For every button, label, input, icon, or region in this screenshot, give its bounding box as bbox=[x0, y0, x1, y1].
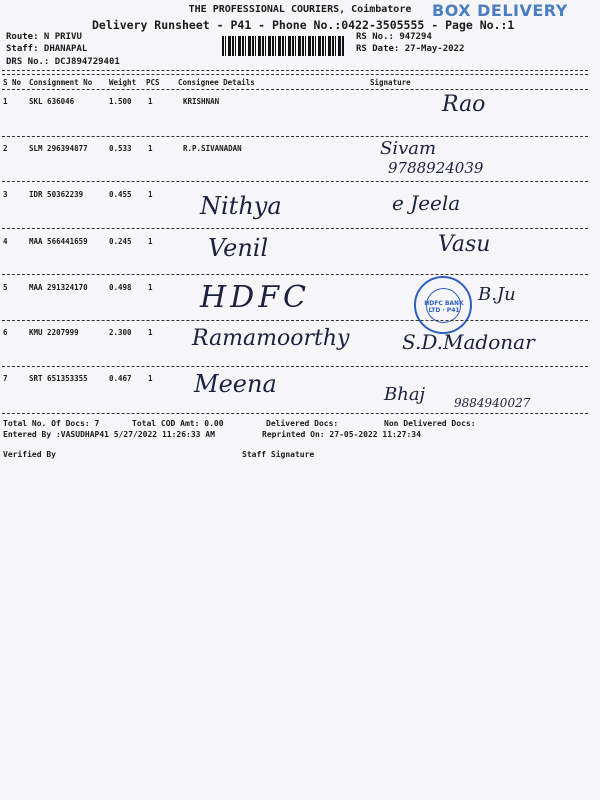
row-signature: B.Ju bbox=[478, 284, 516, 305]
row-pcs: 1 bbox=[148, 144, 153, 153]
divider bbox=[2, 74, 588, 75]
total-docs: Total No. Of Docs: 7 bbox=[3, 419, 100, 428]
verified-by: Verified By bbox=[3, 450, 56, 459]
row-consignment-no: MAA 566441659 bbox=[29, 237, 88, 246]
row-consignment-no: IDR 50362239 bbox=[29, 190, 84, 199]
row-sno: 5 bbox=[3, 283, 8, 292]
row-divider bbox=[2, 320, 588, 321]
barcode bbox=[222, 36, 344, 56]
row-divider bbox=[2, 181, 588, 182]
non-delivered-docs: Non Delivered Docs: bbox=[384, 419, 476, 428]
divider bbox=[2, 70, 588, 71]
row-receiver-name: Venil bbox=[208, 234, 269, 262]
row-consignee: R.P.SIVANADAN bbox=[183, 144, 242, 153]
row-signature: Vasu bbox=[438, 232, 491, 257]
rs-number: RS No.: 947294 bbox=[356, 32, 432, 42]
row-phone-note: 9788924039 bbox=[388, 159, 484, 177]
row-signature: Rao bbox=[442, 92, 486, 117]
row-pcs: 1 bbox=[148, 283, 153, 292]
row-divider bbox=[2, 228, 588, 229]
row-weight: 0.455 bbox=[109, 190, 132, 199]
row-receiver-name: Ramamoorthy bbox=[192, 326, 350, 351]
document-title: THE PROFESSIONAL COURIERS, Coimbatore bbox=[188, 4, 412, 15]
runsheet-subtitle: Delivery Runsheet - P41 - Phone No.:0422-3505555 - Page No.:1 bbox=[92, 18, 515, 32]
col-header-consignee: Consignee Details bbox=[178, 78, 255, 87]
rs-date: RS Date: 27-May-2022 bbox=[356, 44, 465, 54]
row-signature: e Jeela bbox=[392, 191, 461, 215]
row-divider bbox=[2, 413, 588, 414]
row-sno: 3 bbox=[3, 190, 8, 199]
delivered-docs: Delivered Docs: bbox=[266, 419, 339, 428]
row-pcs: 1 bbox=[148, 97, 153, 106]
row-consignee: KRISHNAN bbox=[183, 97, 220, 106]
row-signature: S.D.Madonar bbox=[402, 330, 535, 354]
row-weight: 0.245 bbox=[109, 237, 132, 246]
row-pcs: 1 bbox=[148, 328, 153, 337]
row-pcs: 1 bbox=[148, 237, 153, 246]
row-divider bbox=[2, 366, 588, 367]
row-consignment-no: SKL 636046 bbox=[29, 97, 75, 106]
row-sno: 1 bbox=[3, 97, 8, 106]
row-receiver-name: Meena bbox=[194, 370, 277, 398]
row-weight: 0.533 bbox=[109, 144, 132, 153]
row-pcs: 1 bbox=[148, 190, 153, 199]
row-consignment-no: KMU 2207999 bbox=[29, 328, 79, 337]
row-weight: 0.498 bbox=[109, 283, 132, 292]
route-label: Route: N PRIVU bbox=[6, 32, 82, 42]
col-header-consignment: Consignment No bbox=[29, 78, 93, 87]
staff-signature: Staff Signature bbox=[242, 450, 315, 459]
row-pcs: 1 bbox=[148, 374, 153, 383]
row-divider bbox=[2, 136, 588, 137]
row-divider bbox=[2, 274, 588, 275]
col-header-weight: Weight bbox=[109, 78, 137, 87]
col-header-pcs: PCS bbox=[146, 78, 160, 87]
row-signature: Sivam bbox=[380, 138, 437, 159]
row-signature: Bhaj bbox=[384, 384, 426, 405]
drs-number: DRS No.: DCJ894729401 bbox=[6, 57, 120, 67]
bank-seal-stamp bbox=[414, 276, 472, 334]
staff-label: Staff: DHANAPAL bbox=[6, 44, 88, 54]
row-sno: 2 bbox=[3, 144, 8, 153]
row-weight: 2.300 bbox=[109, 328, 132, 337]
row-sno: 7 bbox=[3, 374, 8, 383]
row-weight: 0.467 bbox=[109, 374, 132, 383]
row-consignment-no: MAA 291324170 bbox=[29, 283, 88, 292]
total-cod: Total COD Amt: 0.00 bbox=[132, 419, 224, 428]
bank-seal-text: HDFC BANK LTD · P41 bbox=[424, 300, 464, 314]
row-receiver-name: HDFC bbox=[200, 280, 310, 315]
row-weight: 1.500 bbox=[109, 97, 132, 106]
entered-by: Entered By :VASUDHAP41 5/27/2022 11:26:33 AM bbox=[3, 430, 215, 439]
col-header-sno: S No bbox=[3, 78, 22, 87]
box-delivery-stamp: BOX DELIVERY bbox=[432, 1, 568, 20]
row-sno: 6 bbox=[3, 328, 8, 337]
row-phone-note: 9884940027 bbox=[454, 396, 531, 410]
divider bbox=[2, 89, 588, 90]
col-header-signature: Signature bbox=[370, 78, 411, 87]
row-sno: 4 bbox=[3, 237, 8, 246]
row-receiver-name: Nithya bbox=[200, 192, 282, 220]
row-consignment-no: SRT 651353355 bbox=[29, 374, 88, 383]
row-consignment-no: SLM 296394877 bbox=[29, 144, 88, 153]
reprinted-on: Reprinted On: 27-05-2022 11:27:34 bbox=[262, 430, 421, 439]
